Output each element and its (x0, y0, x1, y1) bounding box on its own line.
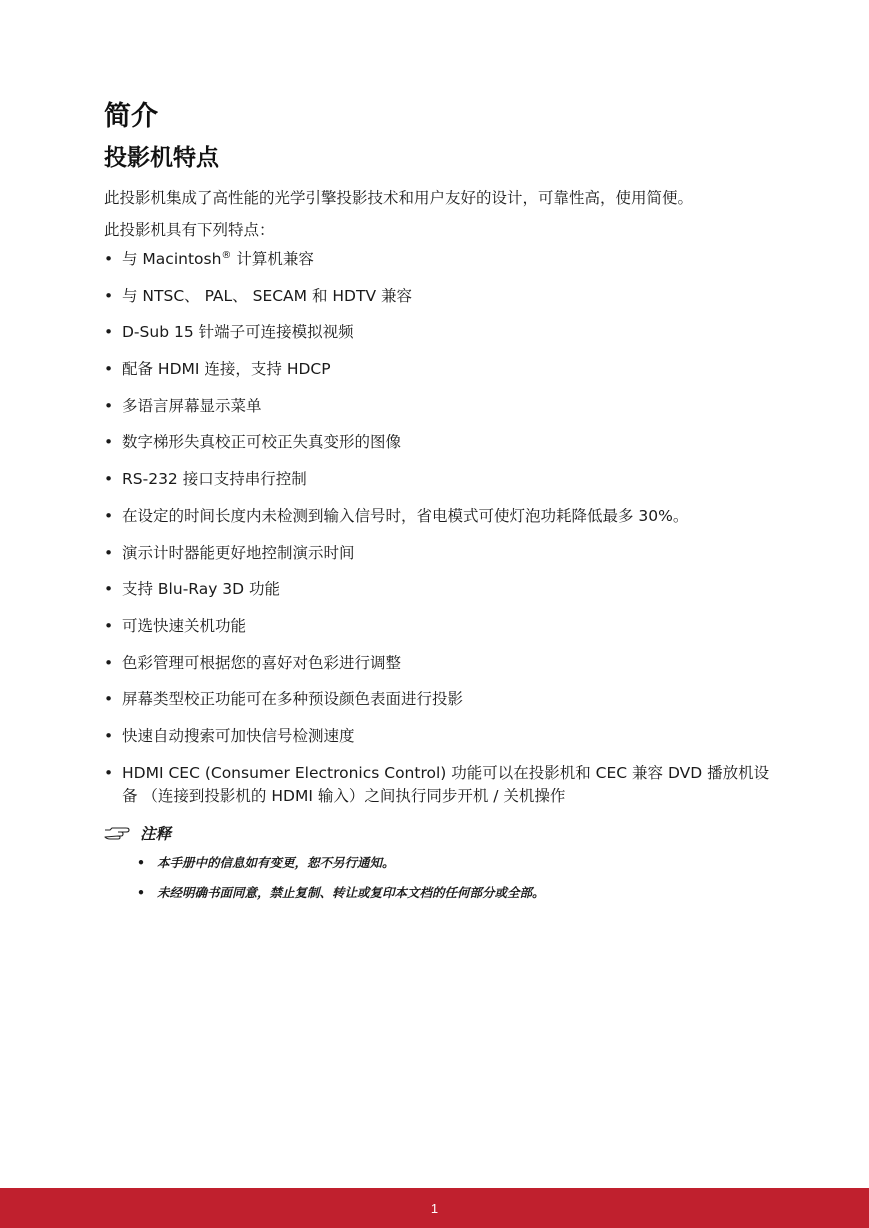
feature-text: 多语言屏幕显示菜单 (122, 396, 262, 415)
features-intro: 此投影机具有下列特点： (104, 221, 275, 239)
page-number: 1 (430, 1200, 439, 1216)
bullet-marker: • (104, 250, 114, 268)
bullet-marker: • (104, 543, 114, 562)
bullet-marker: • (104, 470, 114, 489)
bullet-marker: • (104, 726, 114, 745)
page-content (104, 96, 784, 913)
feature-item (104, 652, 784, 675)
feature-item (104, 688, 784, 711)
feature-item (104, 505, 784, 528)
feature-item (104, 725, 784, 748)
bullet-marker: • (104, 763, 114, 782)
feature-text: 支持 Blu-Ray 3D 功能 (122, 580, 281, 599)
note-text: 本手册中的信息如有变更，恕不另行通知。 (157, 855, 395, 871)
intro-paragraph: 此投影机集成了高性能的光学引擎投影技术和用户友好的设计，可靠性高，使用简便。 (104, 189, 694, 207)
feature-text: 演示计时器能更好地控制演示时间 (122, 543, 355, 562)
bullet-marker: • (104, 323, 114, 342)
feature-list (104, 248, 784, 808)
note-item (137, 883, 784, 903)
bullet-marker: • (104, 433, 114, 452)
feature-item (104, 542, 784, 565)
feature-text: 屏幕类型校正功能可在多种预设颜色表面进行投影 (122, 690, 464, 709)
feature-item (104, 468, 784, 491)
bullet-marker: • (104, 396, 114, 415)
bullet-marker: • (104, 360, 114, 379)
feature-text: 与 NTSC、 PAL、 SECAM 和 HDTV 兼容 (122, 286, 412, 305)
feature-text: 快速自动搜索可加快信号检测速度 (122, 726, 355, 745)
note-text: 未经明确书面同意，禁止复制、转让或复印本文档的任何部分或全部。 (157, 885, 545, 901)
pointing-hand-icon (104, 826, 130, 840)
subsection-title: 投影机特点 (104, 145, 219, 171)
bullet-marker: • (137, 855, 145, 871)
feature-item (104, 578, 784, 601)
bullet-marker: • (104, 690, 114, 709)
note-list (137, 853, 784, 903)
feature-text: HDMI CEC (Consumer Electronics Control) 功能可以在投影机和 CEC 兼容 DVD 播放机设备 （连接到投影机的 HDMI 输入）之间执行同步开机 / 关机操作 (122, 763, 770, 805)
bullet-marker: • (104, 286, 114, 305)
feature-item (104, 358, 784, 381)
feature-item (104, 762, 784, 808)
bullet-marker: • (104, 653, 114, 672)
feature-text: 与 Macintosh (122, 250, 222, 268)
bullet-marker: • (104, 580, 114, 599)
feature-item (104, 395, 784, 418)
feature-item (104, 615, 784, 638)
feature-text: 色彩管理可根据您的喜好对色彩进行调整 (122, 653, 402, 672)
section-title: 简介 (104, 101, 158, 132)
feature-text: 在设定的时间长度内未检测到输入信号时，省电模式可使灯泡功耗降低最多 30%。 (122, 506, 689, 525)
feature-item (104, 248, 784, 271)
bullet-marker: • (137, 885, 145, 901)
note-heading (104, 821, 784, 845)
bullet-marker: • (104, 616, 114, 635)
feature-item (104, 285, 784, 308)
feature-text: 数字梯形失真校正可校正失真变形的图像 (122, 433, 402, 452)
note-title: 注释 (140, 825, 172, 844)
feature-text: D-Sub 15 针端子可连接模拟视频 (122, 323, 354, 342)
feature-text: 可选快速关机功能 (122, 616, 247, 635)
feature-item (104, 431, 784, 454)
feature-item (104, 321, 784, 344)
feature-text: 配备 HDMI 连接，支持 HDCP (122, 360, 331, 379)
feature-text: RS-232 接口支持串行控制 (122, 470, 307, 489)
registered-mark: ® (221, 250, 232, 261)
page-footer (0, 1188, 869, 1228)
feature-text-suffix: 计算机兼容 (231, 250, 314, 268)
bullet-marker: • (104, 506, 114, 525)
note-item (137, 853, 784, 873)
